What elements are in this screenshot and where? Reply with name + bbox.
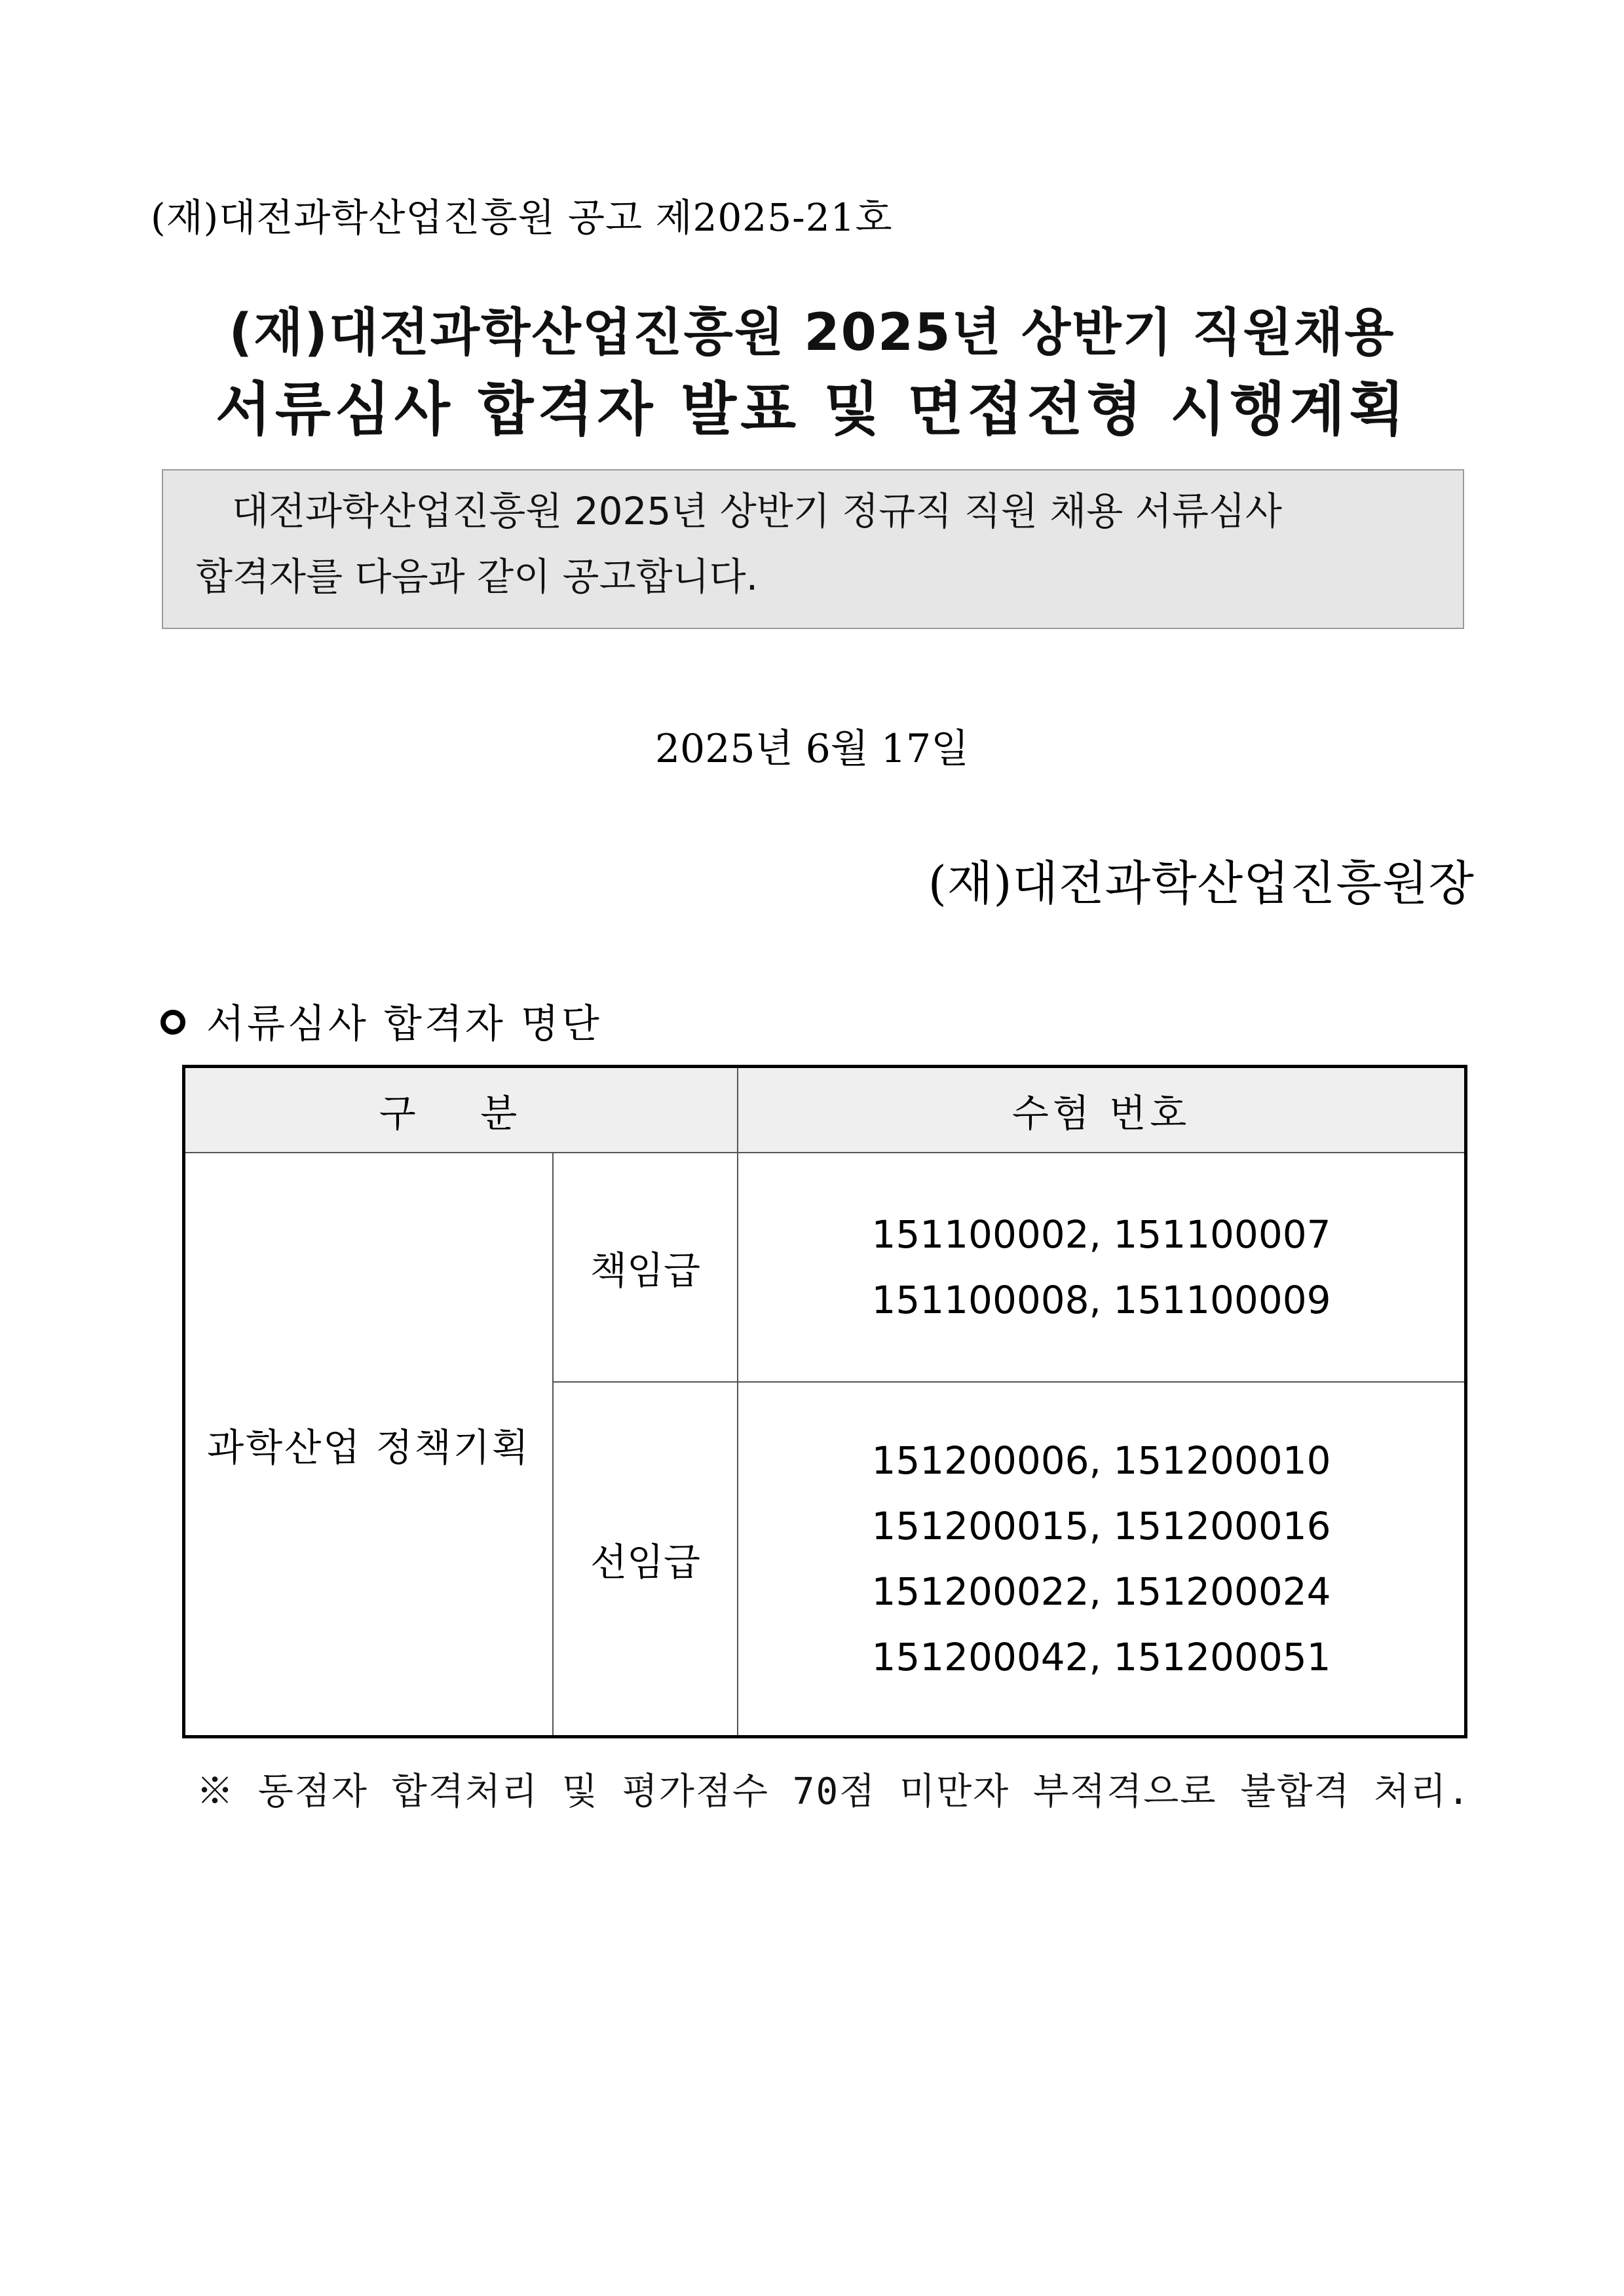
exam-number-line: 151100002, 151100007 [871,1212,1331,1257]
summary-box [162,469,1464,629]
exam-number-line: 151200022, 151200024 [871,1569,1331,1614]
grade-cell: 선임급 [553,1382,738,1737]
exam-number-line: 151200015, 151200016 [871,1504,1331,1548]
summary-line1: 대전과학산업진흥원 2025년 상반기 정규직 직원 채용 서류심사 [232,489,1282,533]
footnote: ※ 동점자 합격처리 및 평가점수 70점 미만자 부적격으로 불합격 처리. [197,1770,1471,1813]
header-category: 구 분 [184,1067,738,1153]
table-row [184,1153,1466,1382]
document-title-line2: 서류심사 합격자 발표 및 면접전형 시행계획 [215,375,1409,443]
exam-numbers-cell [738,1382,1466,1737]
exam-number-line: 151200042, 151200051 [871,1635,1331,1679]
table-header-row [184,1067,1466,1153]
document-title-line1: (재)대전과학산업진흥원 2025년 상반기 직원채용 [229,303,1395,362]
passed-applicants-table [182,1065,1467,1738]
header-exam-numbers: 수험 번호 [738,1067,1466,1153]
summary-line2: 합격자를 다음과 같이 공고합니다. [196,554,759,599]
department-cell: 과학산업 정책기획 [184,1153,554,1737]
exam-numbers-cell [738,1153,1466,1382]
grade-cell: 책임급 [553,1153,738,1382]
exam-number-line: 151100008, 151100009 [871,1278,1331,1322]
section-title: 서류심사 합격자 명단 [206,1001,602,1047]
exam-number-line: 151200006, 151200010 [871,1438,1331,1483]
issuer-signature: (재)대전과학산업진흥원장 [928,856,1475,911]
notice-number: (재)대전과학산업진흥원 공고 제2025-21호 [151,195,893,240]
section-heading [161,993,602,1049]
circle-bullet-icon [161,1010,185,1035]
announcement-date: 2025년 6월 17일 [654,726,970,772]
